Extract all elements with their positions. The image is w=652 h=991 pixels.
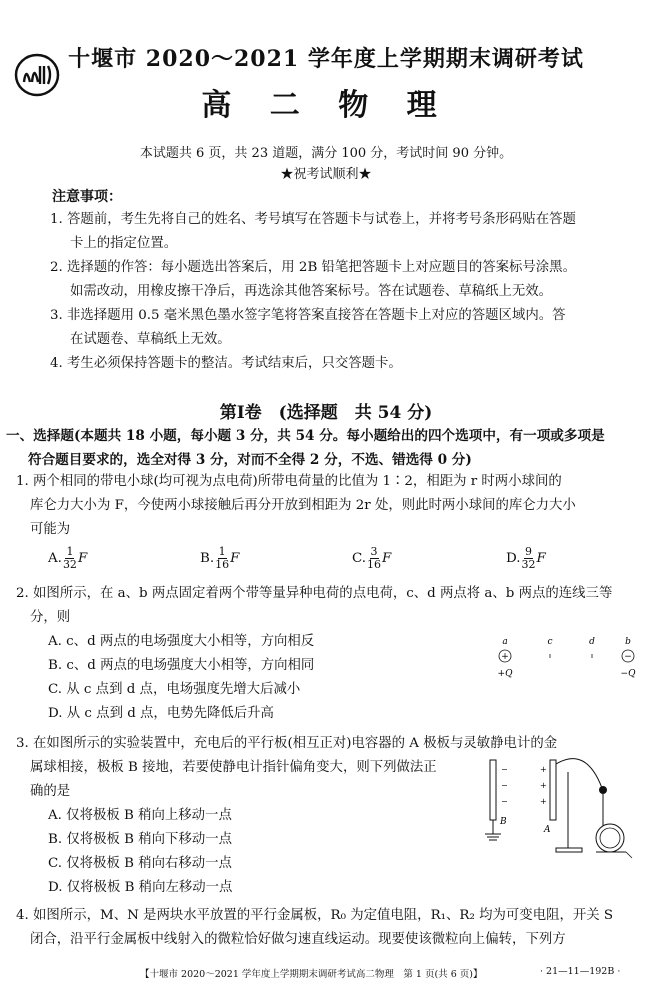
q3-options — [48, 804, 232, 900]
q1-option-c: C. $\frac{3}{16}$ F — [352, 545, 392, 571]
svg-text:−: − — [501, 765, 508, 774]
q2-option-a: A. c、d 两点的电场强度大小相等，方向相反 — [48, 634, 315, 649]
q3-line: 3. 在如图所示的实验装置中，充电后的平行板(相互正对)电容器的 A 极板与灵敏静电计的金 — [16, 736, 558, 751]
part-heading-line: 符合题目要求的，选全对得 3 分，对而不全得 2 分，不选、错选得 0 分) — [28, 452, 472, 468]
electrometer-ball — [599, 786, 607, 794]
label-c: c — [547, 637, 553, 647]
label-plate-a: A — [544, 825, 551, 835]
section-title: 第Ⅰ卷 (选择题 共 54 分) — [219, 403, 433, 423]
q2-option-d: D. 从 c 点到 d 点，电势先降低后升高 — [48, 706, 274, 721]
exam-info: 本试题共 6 页，共 23 道题，满分 100 分，考试时间 90 分钟。 — [139, 146, 513, 161]
notice-line: 3. 非选择题用 0.5 毫米黑色墨水签字笔将答案直接答在答题卡上对应的答题区域内。答 — [50, 308, 566, 323]
exam-title: 十堰市 2020～2021 学年度上学期期末调研考试 — [68, 46, 584, 72]
q3-option-c: C. 仅将极板 B 稍向右移动一点 — [48, 856, 232, 871]
label-plus-q: +Q — [497, 669, 513, 679]
question-4 — [16, 904, 644, 952]
q1-option-a: A. $\frac{1}{32}$ F — [48, 545, 88, 571]
wire — [556, 759, 602, 788]
label-plate-b: B — [500, 817, 507, 827]
notice-list — [32, 208, 642, 376]
question-1 — [16, 470, 644, 542]
q2-line: 分，则 — [30, 610, 71, 625]
part-heading — [6, 424, 646, 472]
q4-line: 4. 如图所示，M、N 是两块水平放置的平行金属板，R₀ 为定值电阻，R₁、R₂ 均为可变电阻，开关 S — [16, 908, 614, 923]
notice-line: 2. 选择题的作答：每小题选出答案后，用 2B 铅笔把答题卡上对应题目的答案标号涂黑。 — [50, 260, 576, 275]
svg-text:+: + — [540, 781, 547, 790]
q2-line: 2. 如图所示，在 a、b 两点固定着两个带等量异种电荷的点电荷，c、d 两点将 a、b 两点的连线三等 — [16, 586, 613, 601]
q3-line: 属球相接，极板 B 接地，若要使静电计指针偏角变大，则下列做法正 — [30, 760, 437, 775]
q3-line: 确的是 — [30, 784, 71, 799]
label-minus-q: −Q — [620, 669, 636, 679]
svg-text:+: + — [540, 797, 547, 806]
q1-line: 可能为 — [30, 522, 71, 537]
notice-line: 卡上的指定位置。 — [70, 236, 178, 251]
page-code: · 21—11—192B · — [540, 966, 621, 977]
svg-text:−: − — [501, 781, 508, 790]
q2-option-c: C. 从 c 点到 d 点，电场强度先增大后减小 — [48, 682, 301, 697]
label-d: d — [589, 637, 595, 647]
q3-option-d: D. 仅将极板 B 稍向左移动一点 — [48, 880, 233, 895]
q2-option-b: B. c、d 两点的电场强度大小相等，方向相同 — [48, 658, 315, 673]
svg-text:−: − — [501, 797, 508, 806]
q1-line: 库仑力大小为 F，今使两小球接触后再分开放到相距为 2r 处，则此时两小球间的库仑力大小 — [30, 498, 576, 513]
notice-line: 在试题卷、草稿纸上无效。 — [70, 332, 231, 347]
label-a: a — [502, 637, 508, 647]
page-footer: 【十堰市 2020～2021 学年度上学期期末调研考试高二物理 第 1 页(共 6 页)】 — [140, 969, 483, 980]
good-luck-line: ★祝考试顺利★ — [280, 167, 372, 182]
notice-line: 4. 考生必须保持答题卡的整洁。考试结束后，只交答题卡。 — [50, 356, 402, 371]
q3-figure — [476, 752, 636, 860]
q1-option-b: B. $\frac{1}{16}$ F — [200, 545, 240, 571]
plate-b — [490, 760, 496, 820]
notice-line: 1. 答题前，考生先将自己的姓名、考号填写在答题卡与试卷上，并将考号条形码贴在答题 — [50, 212, 576, 227]
svg-text:+: + — [540, 765, 547, 774]
q2-figure — [490, 634, 640, 680]
q1-option-d: D. $\frac{9}{32}$ F — [506, 545, 546, 571]
notice-heading: 注意事项： — [52, 189, 122, 205]
part-heading-line: 一、选择题(本题共 18 小题，每小题 3 分，共 54 分。每小题给出的四个选项中，有一项或多项是 — [6, 428, 605, 444]
q1-line: 1. 两个相同的带电小球(均可视为点电荷)所带电荷量的比值为 1∶2，相距为 r 时两小球间的 — [16, 474, 562, 489]
svg-text:−: − — [624, 652, 632, 662]
question-2 — [16, 582, 644, 630]
q2-options — [48, 630, 314, 726]
label-b: b — [625, 637, 631, 647]
q4-line: 闭合，沿平行金属板中线射入的微粒恰好做匀速直线运动。现要使该微粒向上偏转，下列方 — [30, 932, 566, 947]
plate-a — [550, 760, 556, 820]
svg-text:+: + — [501, 652, 509, 662]
q3-option-b: B. 仅将极板 B 稍向下移动一点 — [48, 832, 233, 847]
subject-title: 高 二 物 理 — [201, 88, 451, 123]
q3-option-a: A. 仅将极板 B 稍向上移动一点 — [48, 808, 232, 823]
notice-line: 如需改动，用橡皮擦干净后，再选涂其他答案标号。答在试题卷、草稿纸上无效。 — [70, 284, 553, 299]
